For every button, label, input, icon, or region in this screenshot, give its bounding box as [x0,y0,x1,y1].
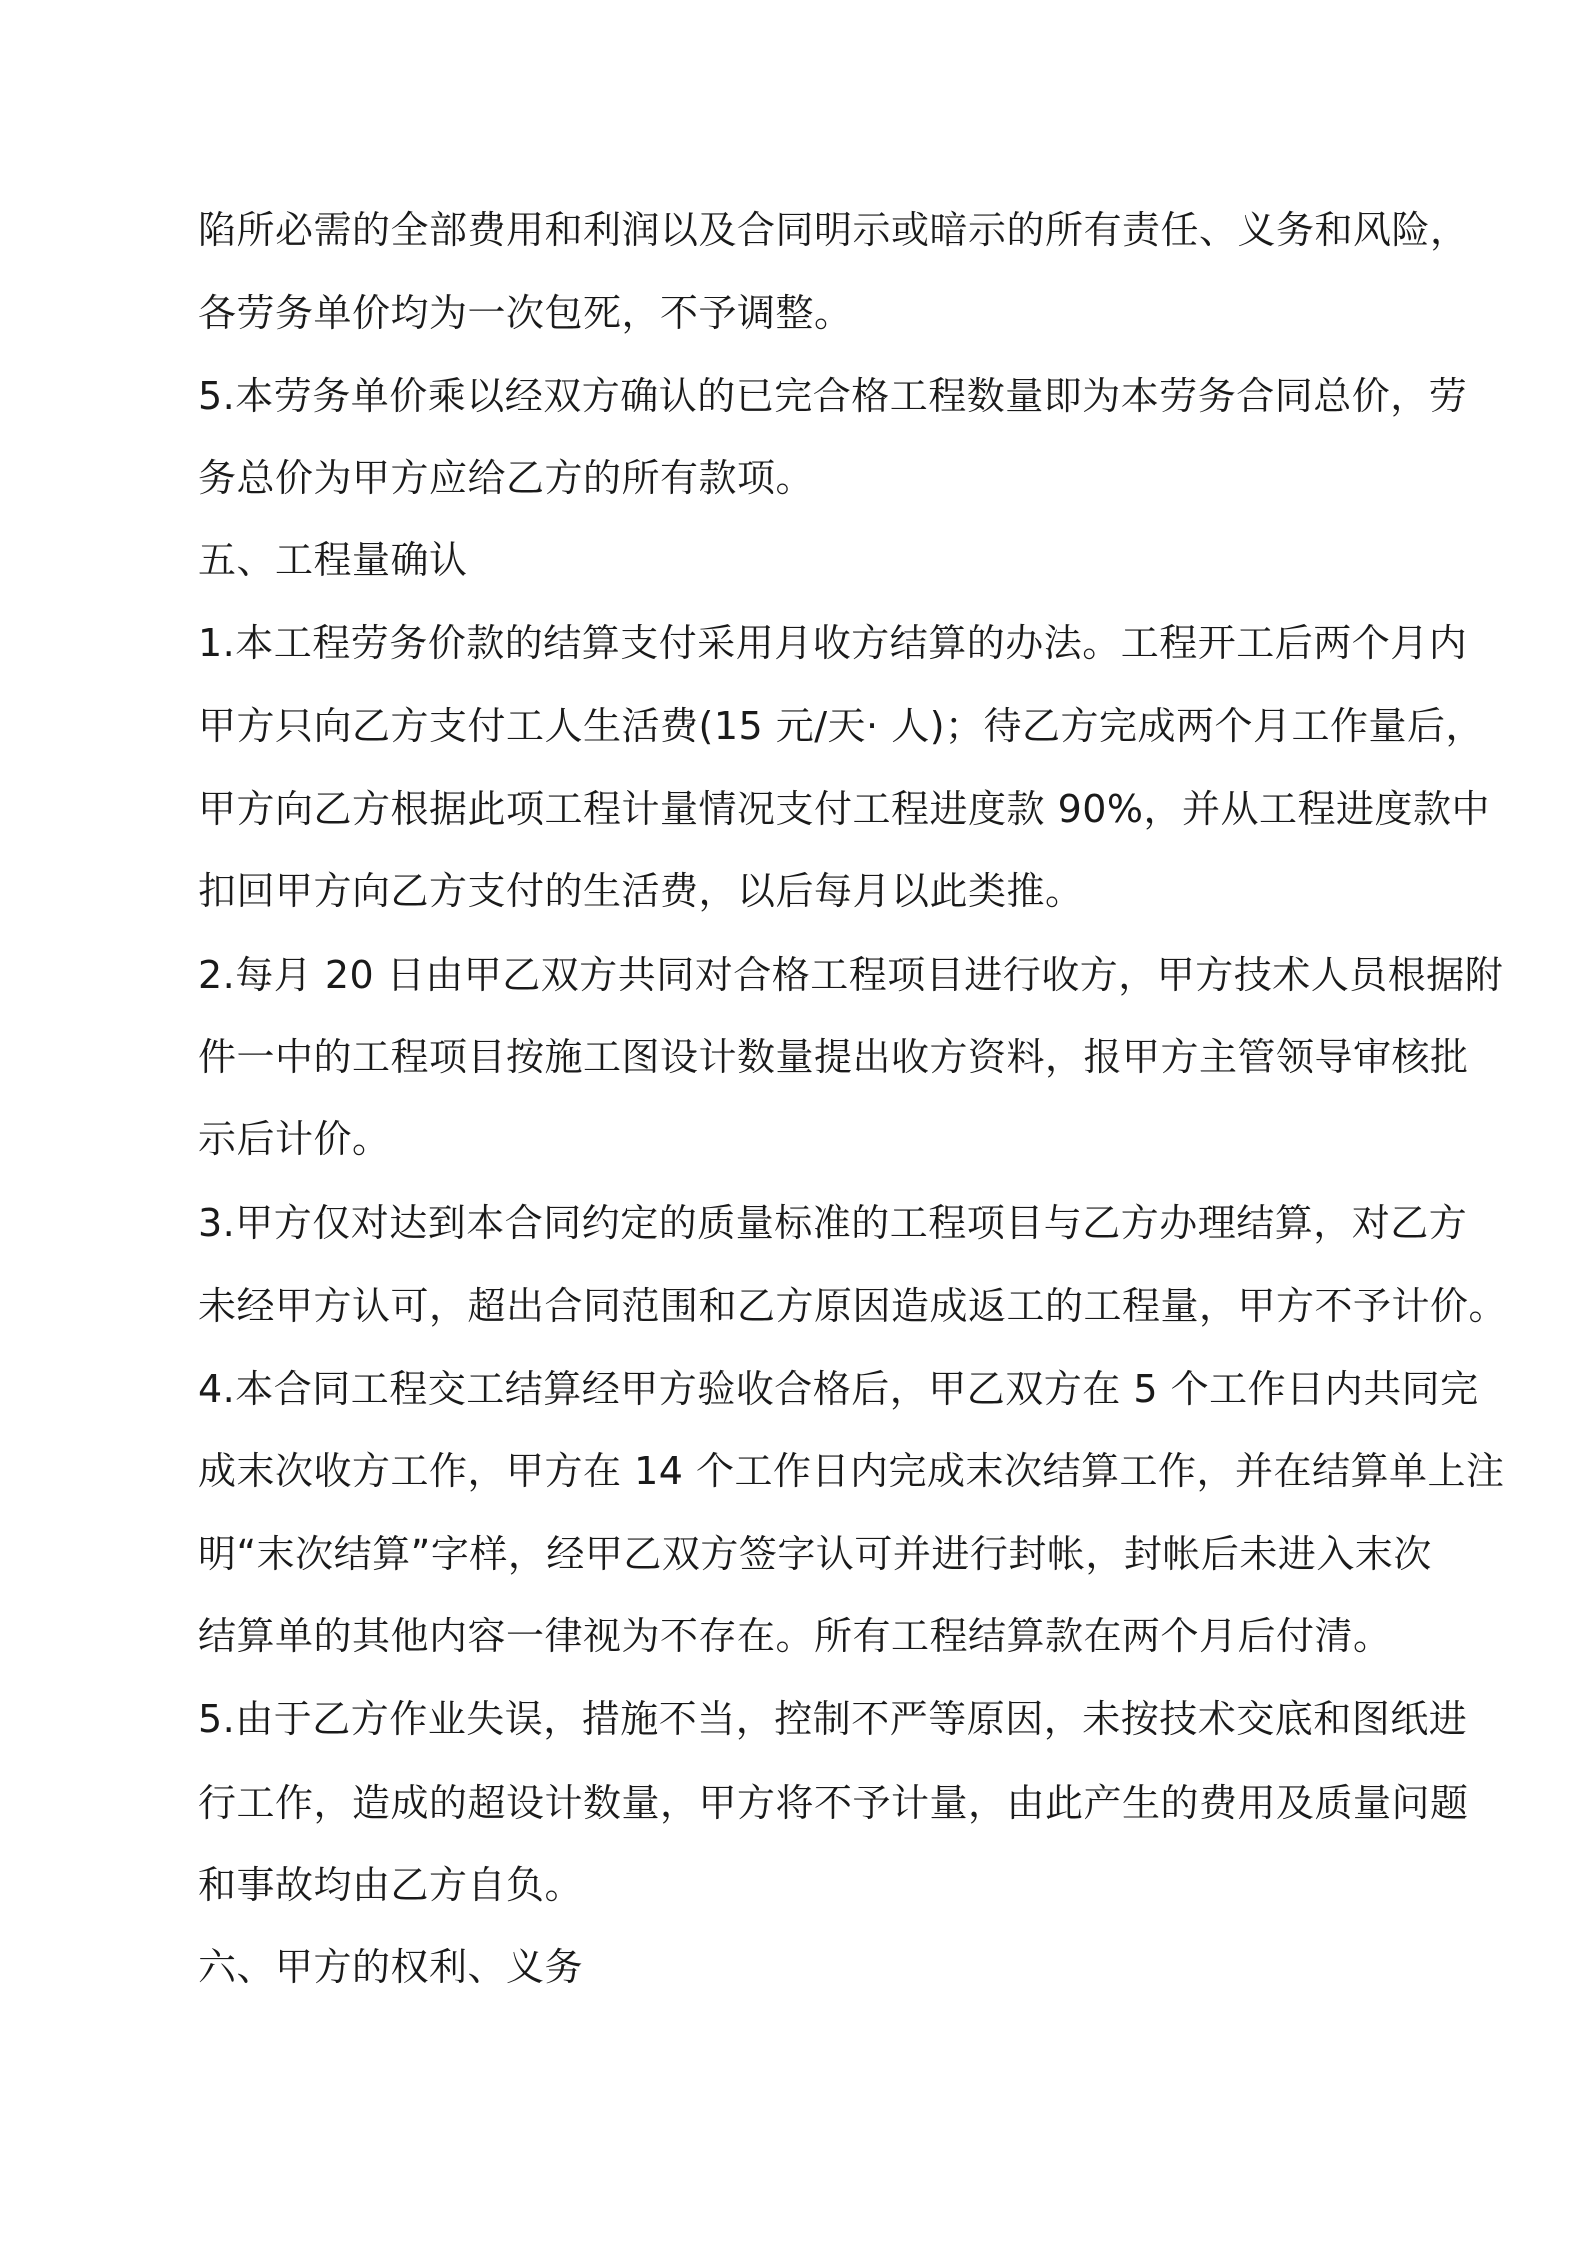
text-line: 和事故均由乙方自负。 [198,1863,584,1907]
text-line: 5.本劳务单价乘以经双方确认的已完合格工程数量即为本劳务合同总价，劳 [198,374,1468,418]
text-line: 1.本工程劳务价款的结算支付采用月收方结算的办法。工程开工后两个月内 [198,621,1468,665]
text-line: 结算单的其他内容一律视为不存在。所有工程结算款在两个月后付清。 [198,1614,1392,1658]
text-line: 行工作，造成的超设计数量，甲方将不予计量，由此产生的费用及质量问题 [198,1781,1469,1825]
text-line: 件一中的工程项目按施工图设计数量提出收方资料，报甲方主管领导审核批 [198,1035,1469,1079]
text-line: 未经甲方认可，超出合同范围和乙方原因造成返工的工程量，甲方不予计价。 [198,1284,1508,1328]
text-line: 扣回甲方向乙方支付的生活费，以后每月以此类推。 [198,869,1084,913]
text-line: 陷所必需的全部费用和利润以及合同明示或暗示的所有责任、义务和风险， [198,208,1469,252]
text-line: 示后计价。 [198,1117,391,1161]
text-line: 甲方只向乙方支付工人生活费(15 元/天· 人)；待乙方完成两个月工作量后， [198,704,1485,748]
section-heading: 五、工程量确认 [198,538,468,582]
text-line: 4.本合同工程交工结算经甲方验收合格后，甲乙双方在 5 个工作日内共同完 [198,1367,1479,1411]
text-line: 3.甲方仅对达到本合同约定的质量标准的工程项目与乙方办理结算，对乙方 [198,1201,1468,1245]
text-line: 甲方向乙方根据此项工程计量情况支付工程进度款 90%，并从工程进度款中 [198,787,1491,831]
text-line: 成末次收方工作，甲方在 14 个工作日内完成末次结算工作，并在结算单上注 [198,1449,1505,1493]
text-line: 各劳务单价均为一次包死，不予调整。 [198,291,853,335]
section-heading: 六、甲方的权利、义务 [198,1945,584,1989]
text-line: 明“末次结算”字样，经甲乙双方签字认可并进行封帐，封帐后未进入末次 [198,1532,1432,1576]
text-line: 2.每月 20 日由甲乙双方共同对合格工程项目进行收方，甲方技术人员根据附 [198,953,1504,997]
text-line: 务总价为甲方应给乙方的所有款项。 [198,456,815,500]
text-line: 5.由于乙方作业失误，措施不当，控制不严等原因，未按技术交底和图纸进 [198,1697,1468,1741]
